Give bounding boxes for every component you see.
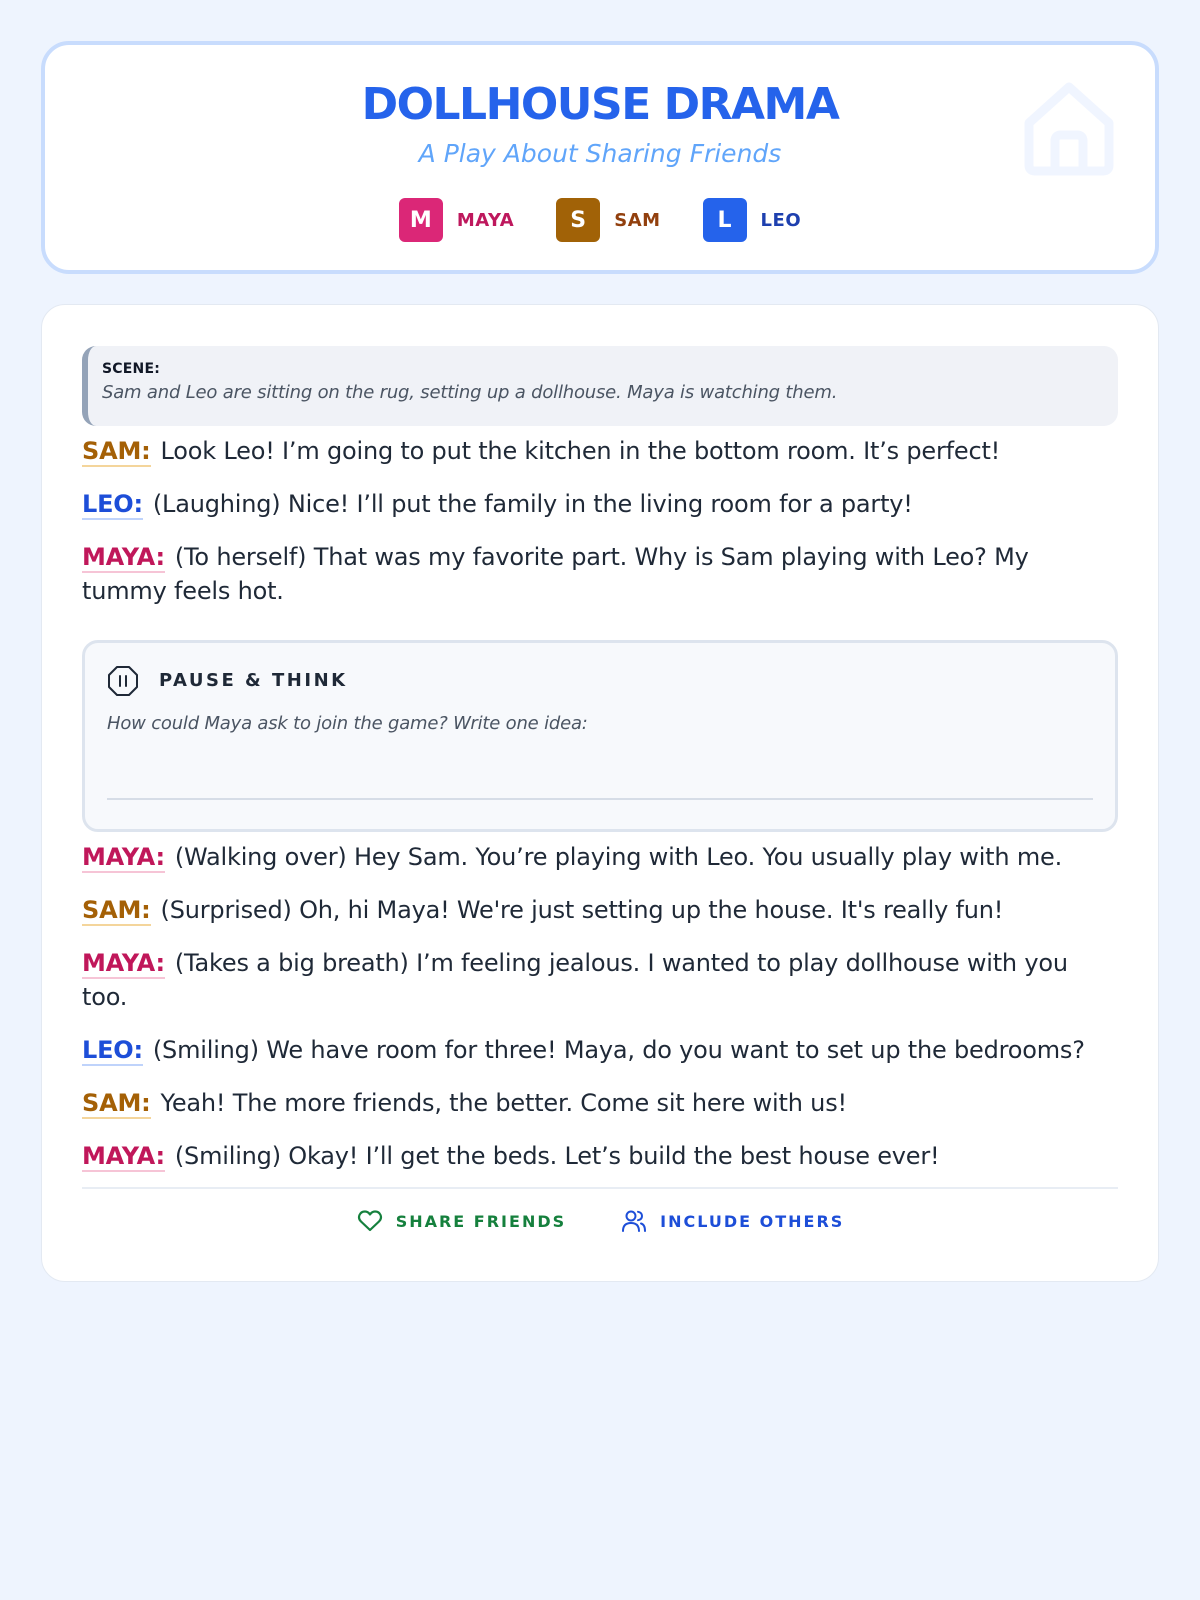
speaker-label: MAYA: — [82, 949, 165, 977]
pause-prompt: How could Maya ask to join the game? Write one idea: — [107, 713, 588, 734]
line-text: (Smiling) We have room for three! Maya, do you want to set up the bedrooms? — [152, 1036, 1085, 1064]
script-line — [82, 1033, 1118, 1067]
line-text: (Surprised) Oh, hi Maya! We're just setting up the house. It's really fun! — [160, 896, 1004, 924]
speaker-label: LEO: — [82, 1036, 143, 1064]
scene-description — [82, 346, 1118, 426]
script-line — [82, 540, 1118, 608]
scene-label: SCENE: — [102, 361, 160, 377]
script-line — [82, 1139, 1118, 1173]
cast-member-leo — [703, 198, 802, 242]
cast-member-sam — [556, 198, 660, 242]
cast-badge-maya: M — [399, 198, 443, 242]
line-text: (Laughing) Nice! I’ll put the family in the living room for a party! — [152, 490, 913, 518]
speaker-label: MAYA: — [82, 1142, 165, 1170]
cast-list — [45, 198, 1155, 242]
page-title: DOLLHOUSE DRAMA — [361, 79, 839, 130]
script-line — [82, 840, 1118, 874]
answer-write-line[interactable] — [107, 798, 1093, 800]
footer-divider — [82, 1187, 1118, 1189]
cast-member-maya — [399, 198, 514, 242]
include-others-label: INCLUDE OTHERS — [660, 1211, 845, 1231]
include-others-tag — [620, 1207, 844, 1235]
footer-tags — [42, 1207, 1158, 1235]
script-line — [82, 946, 1118, 1014]
scene-text: Sam and Leo are sitting on the rug, setting up a dollhouse. Maya is watching them. — [102, 382, 838, 403]
share-friends-tag — [356, 1207, 566, 1235]
line-text: (Walking over) Hey Sam. You’re playing with Leo. You usually play with me. — [174, 843, 1063, 871]
speaker-label: SAM: — [82, 437, 151, 465]
page-subtitle: A Play About Sharing Friends — [418, 139, 782, 168]
users-icon — [620, 1207, 648, 1235]
header-card — [41, 41, 1159, 274]
speaker-label: LEO: — [82, 490, 143, 518]
share-friends-label: SHARE FRIENDS — [395, 1211, 567, 1231]
line-text: Yeah! The more friends, the better. Come sit here with us! — [160, 1089, 847, 1117]
script-line — [82, 487, 1118, 521]
cast-name-maya: MAYA — [456, 209, 515, 231]
pause-icon — [107, 665, 139, 697]
speaker-label: SAM: — [82, 896, 151, 924]
pause-title: PAUSE & THINK — [159, 670, 348, 691]
line-text: Look Leo! I’m going to put the kitchen in the bottom room. It’s perfect! — [160, 437, 1001, 465]
speaker-label: MAYA: — [82, 843, 165, 871]
line-text: (Takes a big breath) I’m feeling jealous. I wanted to play dollhouse with you too. — [82, 949, 1068, 1011]
pause-and-think-box — [82, 640, 1118, 832]
speaker-label: MAYA: — [82, 543, 165, 571]
cast-name-sam: SAM — [614, 209, 661, 231]
line-text: (Smiling) Okay! I’ll get the beds. Let’s build the best house ever! — [174, 1142, 940, 1170]
script-line — [82, 893, 1118, 927]
cast-badge-leo: L — [703, 198, 747, 242]
heart-icon — [356, 1207, 384, 1235]
speaker-label: SAM: — [82, 1089, 151, 1117]
script-line — [82, 434, 1118, 468]
script-card — [41, 304, 1159, 1282]
script-line — [82, 1086, 1118, 1120]
cast-badge-sam: S — [556, 198, 600, 242]
cast-name-leo: LEO — [760, 209, 802, 231]
line-text: (To herself) That was my favorite part. Why is Sam playing with Leo? My tummy feels hot. — [82, 543, 1029, 605]
